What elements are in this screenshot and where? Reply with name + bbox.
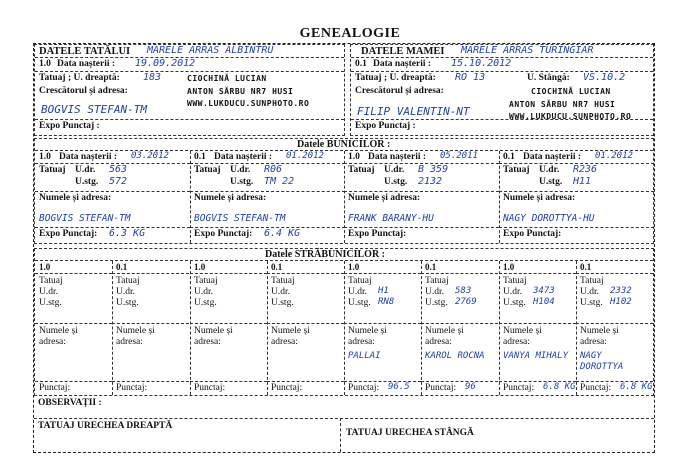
grandparent-udr-label: U.dr. (384, 165, 405, 175)
row-divider (421, 381, 498, 382)
row-divider (35, 381, 112, 382)
grandparent-udr: 563 (109, 164, 128, 175)
row-divider (112, 323, 189, 324)
grandparent-expo-label: Expo Punctaj: (194, 229, 253, 239)
great-grandparent-punctaj-label: Punctaj: (271, 383, 303, 393)
grandparent-level: 0.1 (194, 152, 206, 162)
great-grandparent-column (344, 261, 421, 395)
great-grandparent-punctaj-label: Punctaj: (348, 383, 380, 393)
father-stamp-line2: ANTON SĂRBU NR7 HUSI (187, 87, 294, 96)
great-grandparents-header: Datele STRĂBUNICILOR : (265, 249, 385, 260)
grandparent-birth-date: 01.2012 (595, 151, 633, 161)
great-grandparent-udr-label: U.dr. (425, 287, 444, 297)
row-divider (344, 227, 499, 228)
mother-stamp-line2: ANTON SĂRBU NR7 HUSI (509, 100, 616, 109)
mother-birth-label: Data nașterii : (373, 59, 432, 69)
great-grandparent-name-label: Numele și (271, 326, 310, 336)
great-grandparent-name-label: Numele și (348, 326, 387, 336)
row-divider (35, 273, 112, 274)
great-grandparent-level: 0.1 (271, 262, 283, 272)
great-grandparent-level: 0.1 (116, 262, 128, 272)
row-divider (35, 323, 112, 324)
great-grandparent-udr-label: U.dr. (194, 287, 213, 297)
great-grandparent-punctaj: 96.5 (388, 382, 410, 392)
great-grandparent-punctaj-label: Punctaj: (194, 383, 226, 393)
great-grandparent-level: 0.1 (580, 262, 592, 272)
great-grandparent-ustg: 2769 (455, 297, 477, 307)
mother-tattoo-left: VS.10.2 (583, 72, 626, 83)
father-breeder-label: Crescătorul și adresa: (39, 86, 128, 96)
grandparent-ustg-label: U.stg. (539, 177, 563, 187)
grandparent-birth-label: Data nașterii : (523, 152, 582, 162)
grandparent-tatuaj-label: Tatuaj (194, 165, 221, 175)
grandparent-udr: R236 (573, 164, 598, 175)
great-grandparent-punctaj-label: Punctaj: (580, 383, 612, 393)
great-grandparent-ustg-label: U.stg. (503, 298, 526, 308)
grandparent-column (499, 151, 654, 243)
row-divider (499, 273, 576, 274)
father-box (34, 44, 345, 136)
great-grandparent-name-label: Numele și (503, 326, 542, 336)
great-grandparent-column (499, 261, 576, 395)
great-grandparent-tatuaj-label: Tatuaj (116, 276, 140, 286)
row-divider (190, 381, 267, 382)
observations-label: OBSERVAȚII : (38, 398, 102, 408)
row-divider (344, 273, 421, 274)
father-tattoo-right: 183 (143, 72, 162, 83)
great-grandparent-udr-label: U.dr. (580, 287, 599, 297)
great-grandparent-tatuaj-label: Tatuaj (348, 276, 372, 286)
great-grandparent-tatuaj-label: Tatuaj (39, 276, 63, 286)
great-grandparent-column (112, 261, 189, 395)
grandparent-expo: 6.3 KG (109, 228, 146, 239)
row-divider (112, 381, 189, 382)
great-grandparent-punctaj-label: Punctaj: (116, 383, 148, 393)
row-divider (267, 273, 344, 274)
great-grandparent-udr-label: U.dr. (116, 287, 135, 297)
row-divider (190, 191, 345, 192)
mother-birth-date: 15.10.2012 (451, 58, 512, 69)
father-stamp-line3: WWW.LUKDUCU.SUNPHOTO.RO (187, 99, 310, 108)
great-grandparent-ustg-label: U.stg. (580, 298, 603, 308)
great-grandparent-name: VANYA MIHALY (503, 351, 569, 361)
column-divider (112, 261, 113, 395)
mother-breeder-label: Crescătorul și adresa: (355, 86, 444, 96)
mother-tattoo-left-label: U. Stângă: (527, 73, 570, 83)
great-grandparent-udr-label: U.dr. (271, 287, 290, 297)
great-grandparent-name-label: Numele și (425, 326, 464, 336)
grandparent-name-label: Numele și adresa: (39, 193, 112, 203)
grandparent-udr: R06 (264, 164, 283, 175)
column-divider (190, 151, 191, 243)
great-grandparent-udr: 3473 (533, 286, 555, 296)
great-grandparent-tatuaj-label: Tatuaj (271, 276, 295, 286)
row-divider (499, 191, 654, 192)
grandparent-udr-label: U.dr. (230, 165, 251, 175)
grandparent-tatuaj-label: Tatuaj (39, 165, 66, 175)
grandparent-birth-label: Data nașterii : (214, 152, 273, 162)
grandparent-level: 1.0 (348, 152, 360, 162)
row-divider (267, 323, 344, 324)
grandparent-birth-date: 03.2012 (131, 151, 169, 161)
grandparent-name: BOGVIS STEFAN-TM (39, 213, 131, 224)
father-header: DATELE TATĂLUI (39, 46, 131, 57)
great-grandparent-level: 1.0 (503, 262, 515, 272)
great-grandparent-name-label: Numele și (194, 326, 233, 336)
row-divider (190, 273, 267, 274)
mother-stamp-line3: WWW.LUKDUCU.SUNPHOTO.RO (509, 112, 632, 121)
grandparent-birth-label: Data nașterii : (368, 152, 427, 162)
great-grandparent-ustg: H104 (533, 297, 555, 307)
grandparent-ustg: 2132 (418, 176, 443, 187)
great-grandparent-name-label: Numele și (116, 326, 155, 336)
great-grandparent-tatuaj-label: Tatuaj (194, 276, 218, 286)
mother-stamp-line1: CIOCHINĂ LUCIAN (531, 87, 611, 96)
great-grandparent-column (35, 261, 112, 395)
great-grandparent-tatuaj-label: Tatuaj (503, 276, 527, 286)
grandparent-name-label: Numele și adresa: (194, 193, 267, 203)
mother-expo-label: Expo Punctaj : (355, 121, 416, 131)
column-divider (344, 261, 345, 395)
grandparent-ustg-label: U.stg. (75, 177, 99, 187)
grandparent-name: FRANK BARANY-HU (348, 213, 434, 224)
grandparent-birth-date: 01.2012 (286, 151, 324, 161)
page-title: GENEALOGIE (299, 26, 401, 41)
row-divider (576, 323, 653, 324)
great-grandparent-tatuaj-label: Tatuaj (425, 276, 449, 286)
row-divider (267, 381, 344, 382)
father-birth-label: Data nașterii : (57, 59, 116, 69)
father-breeder: BOGVIS STEFAN-TM (41, 103, 147, 116)
great-grandparent-punctaj-label: Punctaj: (425, 383, 457, 393)
great-grandparent-level: 1.0 (348, 262, 360, 272)
great-grandparent-udr: 2332 (610, 286, 632, 296)
grandparent-udr-label: U.dr. (539, 165, 560, 175)
mother-level: 0.1 (355, 59, 367, 69)
great-grandparent-address-label: adresa: (580, 337, 607, 347)
great-grandparent-name: PALLAI (348, 351, 381, 361)
row-divider (421, 273, 498, 274)
grandparent-expo-label: Expo Punctaj: (503, 229, 562, 239)
row-divider (344, 191, 499, 192)
grandparent-tatuaj-label: Tatuaj (503, 165, 530, 175)
row-divider (576, 273, 653, 274)
great-grandparent-ustg-label: U.stg. (39, 298, 62, 308)
great-grandparent-column (267, 261, 344, 395)
row-divider (344, 323, 421, 324)
tattoo-right-ear-label: TATUAJ URECHEA DREAPTĂ (38, 421, 173, 431)
grandparent-column (344, 151, 499, 243)
father-birth-date: 19.09.2012 (135, 58, 196, 69)
grandparent-ustg: TM 22 (264, 176, 295, 187)
grandparent-expo: 6.4 KG (264, 228, 301, 239)
mother-breeder: FILIP VALENTIN-NT (357, 105, 470, 118)
mother-tattoo-label: Tatuaj ; U. dreaptă: (355, 73, 436, 83)
mother-name: MARELE ARRAS TURINGIAR (461, 45, 594, 56)
great-grandparent-ustg-label: U.stg. (348, 298, 371, 308)
great-grandparent-address-label: adresa: (39, 337, 66, 347)
grandparent-level: 0.1 (503, 152, 515, 162)
great-grandparent-level: 1.0 (39, 262, 51, 272)
tattoo-left-ear-label: TATUAJ URECHEA STÂNGĂ (346, 428, 474, 438)
great-grandparent-punctaj: 6.8 KG (543, 382, 576, 392)
great-grandparent-ustg: RN8 (378, 297, 395, 307)
great-grandparent-address-label: adresa: (116, 337, 143, 347)
grandparent-expo-label: Expo Punctaj: (348, 229, 407, 239)
grandparent-level: 1.0 (39, 152, 51, 162)
father-level: 1.0 (39, 59, 51, 69)
row-divider (190, 323, 267, 324)
grandparent-birth-label: Data nașterii : (59, 152, 118, 162)
great-grandparent-name: KAROL ROCNA (425, 351, 485, 361)
great-grandparent-address-label: adresa: (194, 337, 221, 347)
great-grandparent-level: 0.1 (425, 262, 437, 272)
great-grandparent-punctaj-label: Punctaj: (39, 383, 71, 393)
row-divider (499, 323, 576, 324)
grandparent-name-label: Numele și adresa: (348, 193, 421, 203)
row-divider (35, 191, 190, 192)
great-grandparent-address-label: adresa: (503, 337, 530, 347)
row-divider (421, 323, 498, 324)
father-expo-label: Expo Punctaj : (39, 121, 100, 131)
grandparent-birth-date: 05.2011 (440, 151, 478, 161)
great-grandparent-name: NAGY DOROTTYA (580, 351, 624, 372)
column-divider (499, 261, 500, 395)
great-grandparent-punctaj: 96 (465, 382, 476, 392)
great-grandparent-address-label: adresa: (425, 337, 452, 347)
grandparent-name: NAGY DOROTTYA-HU (503, 213, 595, 224)
grandparent-column (190, 151, 345, 243)
grandparent-column (35, 151, 190, 243)
great-grandparent-level: 1.0 (194, 262, 206, 272)
great-grandparent-punctaj: 6.8 KG (620, 382, 653, 392)
great-grandparent-ustg-label: U.stg. (194, 298, 217, 308)
great-grandparent-ustg: H102 (610, 297, 632, 307)
grandparent-ustg-label: U.stg. (230, 177, 254, 187)
pedigree-form (33, 43, 655, 453)
great-grandparent-udr-label: U.dr. (348, 287, 367, 297)
great-grandparent-udr: 583 (455, 286, 472, 296)
grandparent-ustg: 572 (109, 176, 128, 187)
great-grandparent-udr-label: U.dr. (39, 287, 58, 297)
mother-header: DATELE MAMEI (361, 46, 445, 57)
great-grandparent-column (421, 261, 498, 395)
mother-box (350, 44, 654, 136)
grandparent-expo-label: Expo Punctaj: (39, 229, 98, 239)
great-grandparent-address-label: adresa: (271, 337, 298, 347)
column-divider (499, 151, 500, 243)
great-grandparent-udr-label: U.dr. (503, 287, 522, 297)
great-grandparent-ustg-label: U.stg. (271, 298, 294, 308)
grandparent-udr-label: U.dr. (75, 165, 96, 175)
column-divider (267, 261, 268, 395)
column-divider (576, 261, 577, 395)
grandparent-name: BOGVIS STEFAN-TM (194, 213, 286, 224)
mother-tattoo-right: RO 13 (455, 72, 486, 83)
grandparent-udr: B 359 (418, 164, 449, 175)
great-grandparents-box (34, 248, 654, 396)
grandparent-ustg: H11 (573, 176, 592, 187)
great-grandparent-column (576, 261, 653, 395)
great-grandparent-name-label: Numele și (580, 326, 619, 336)
row-divider (112, 273, 189, 274)
column-divider (421, 261, 422, 395)
great-grandparent-udr: H1 (378, 286, 389, 296)
great-grandparent-address-label: adresa: (348, 337, 375, 347)
great-grandparent-ustg-label: U.stg. (425, 298, 448, 308)
grandparents-box (34, 138, 654, 244)
column-divider (344, 151, 345, 243)
father-name: MARELE ARRAS ALBINTRU (147, 45, 274, 56)
great-grandparent-name-label: Numele și (39, 326, 78, 336)
grandparents-header: Datele BUNICILOR : (297, 139, 391, 150)
grandparent-name-label: Numele și adresa: (503, 193, 576, 203)
father-tattoo-label: Tatuaj ; U. dreaptă: (39, 73, 120, 83)
row-divider (499, 227, 654, 228)
great-grandparent-punctaj-label: Punctaj: (503, 383, 535, 393)
great-grandparent-column (190, 261, 267, 395)
great-grandparent-ustg-label: U.stg. (116, 298, 139, 308)
grandparent-tatuaj-label: Tatuaj (348, 165, 375, 175)
column-divider (190, 261, 191, 395)
grandparent-ustg-label: U.stg. (384, 177, 408, 187)
father-stamp-line1: CIOCHINĂ LUCIAN (187, 74, 267, 83)
great-grandparent-tatuaj-label: Tatuaj (580, 276, 604, 286)
